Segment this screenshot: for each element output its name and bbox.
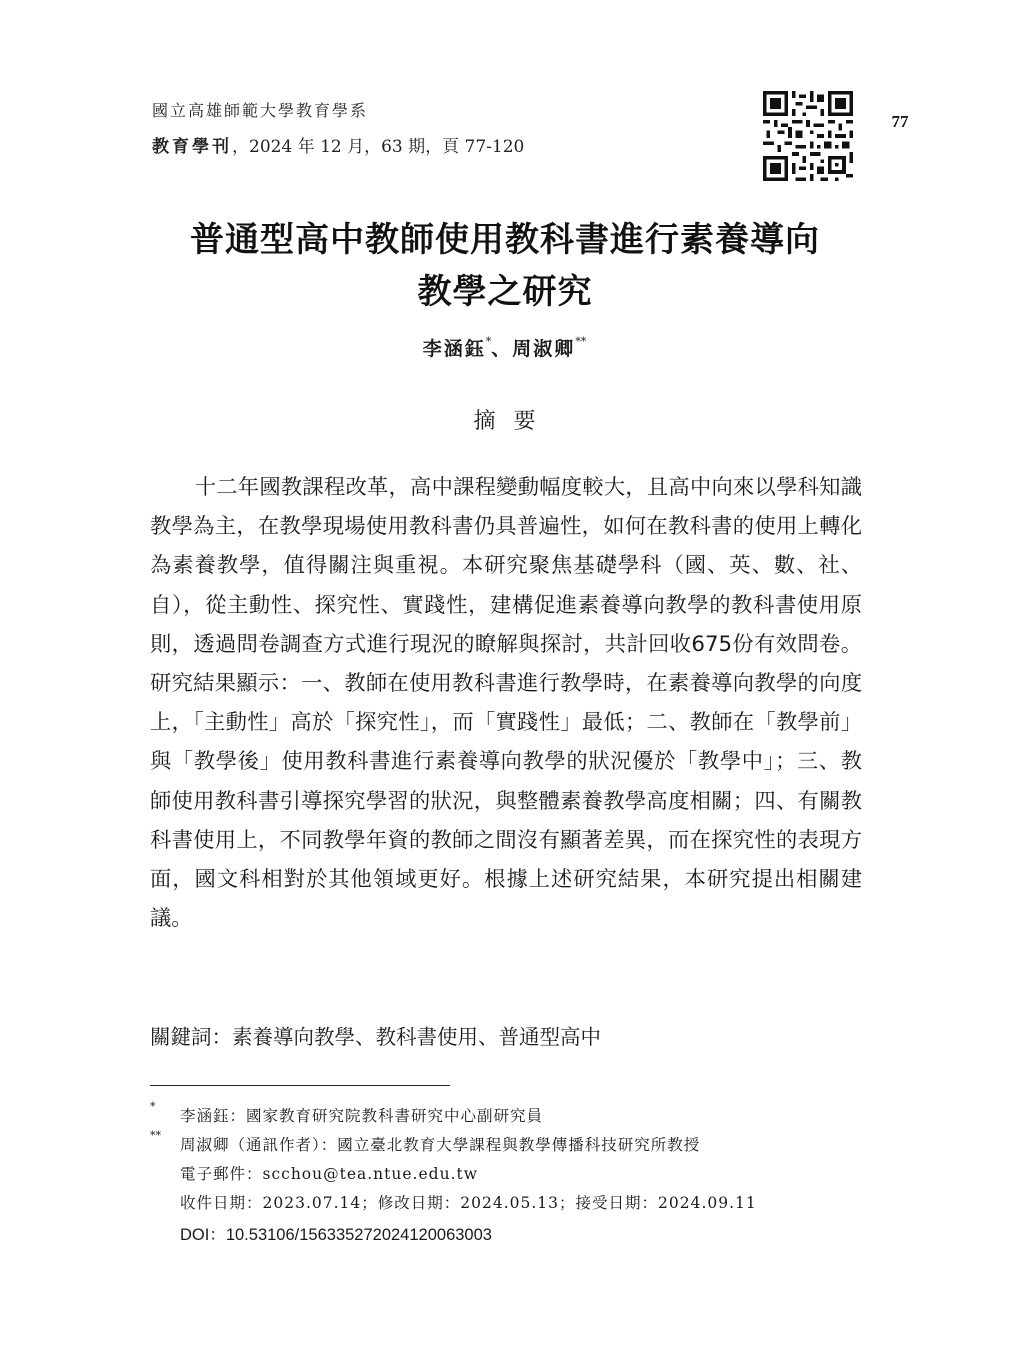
article-title-line-2: 教學之研究 [417, 272, 593, 312]
author-list [0, 334, 1009, 361]
footnote-2-mark: ** [150, 1129, 161, 1142]
article-title-line-1: 普通型高中教師使用教科書進行素養導向 [190, 220, 820, 260]
author-2: 周淑卿 [512, 338, 576, 360]
keywords: 關鍵詞：素養導向教學、教科書使用、普通型高中 [150, 1025, 601, 1049]
author-2-footnote-mark[interactable]: ** [575, 335, 587, 348]
author-separator: 、 [491, 338, 513, 360]
page-number: 77 [891, 112, 909, 131]
abstract-heading: 摘要 [473, 409, 554, 434]
journal-citation [152, 132, 524, 157]
submission-dates: 收件日期：2023.07.14；修改日期：2024.05.13；接受日期：2024.09.11 [180, 1194, 757, 1212]
journal-name: 教育學刊 [152, 137, 232, 157]
footnote-divider [150, 1085, 450, 1086]
doi-link[interactable]: DOI：10.53106/156335272024120063003 [180, 1226, 492, 1244]
institution-name: 國立高雄師範大學教育學系 [152, 101, 369, 120]
author-1-footnote-mark[interactable]: * [485, 335, 492, 348]
citation-details: ，2024 年 12 月，63 期，頁 77-120 [232, 137, 525, 157]
footnote-1-text: 李涵鈺：國家教育研究院教科書研究中心副研究員 [180, 1107, 544, 1125]
author-1: 李涵鈺 [422, 338, 486, 360]
qr-code-icon [763, 91, 853, 181]
footnote-1-mark: * [150, 1100, 156, 1113]
corresponding-email[interactable]: 電子郵件：scchou@tea.ntue.edu.tw [180, 1165, 478, 1183]
abstract-body: 十二年國教課程改革，高中課程變動幅度較大，且高中向來以學科知識教學為主，在教學現場使用教科書仍具普遍性，如何在教科書的使用上轉化為素養教學，值得關注與重視。本研究聚焦基礎學科（國、英、數、社、自），從主動性、探究性、實踐性，建構促進素養導向教學的教科書使用原則，透過問卷調查方式進行現況的瞭解與探討，共計回收675份有效問卷。研究結果顯示：一、教師在使用教科書進行教學時，在素養導向教學的向度上，「主動性」高於「探究性」，而「實踐性」最低；二、教師在「教學前」與「教學後」使用教科書進行素養導向教學的狀況優於「教學中」；三、教師使用教科書引導探究學習的狀況，與整體素養教學高度相關；四、有關教科書使用上，不同教學年資的教師之間沒有顯著差異，而在探究性的表現方面，國文科相對於其他領域更好。根據上述研究結果，本研究提出相關建議。 [150, 475, 862, 932]
footnote-2-text: 周淑卿（通訊作者）：國立臺北教育大學課程與教學傳播科技研究所教授 [180, 1136, 701, 1154]
